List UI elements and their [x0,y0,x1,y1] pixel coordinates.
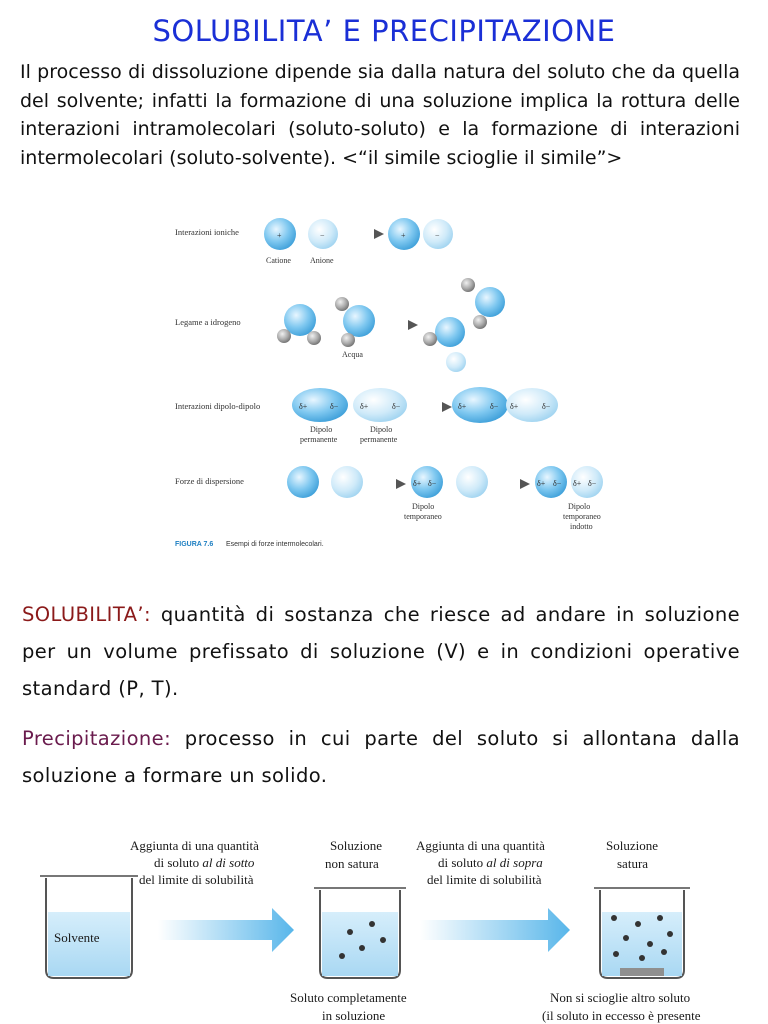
step2-text: di soluto al di sopra [438,855,543,870]
beaker-unsaturated [314,888,406,978]
delta-minus: δ− [542,402,551,411]
row-label-hbond: Legame a idrogeno [175,317,241,327]
result1-text: Soluto completamente [290,990,407,1005]
delta-minus: δ− [490,402,499,411]
solubility-diagram [0,820,768,1024]
precipitation-definition [22,720,740,794]
water-cluster [423,278,505,372]
water-molecule [335,297,375,347]
atom-sphere [456,466,488,498]
delta-minus: δ− [392,402,401,411]
delta-minus: δ− [330,402,339,411]
step1-text: di soluto al di sotto [154,855,255,870]
dipole-label: permanente [360,435,398,444]
atom-sphere [331,466,363,498]
cation-charge: + [277,231,282,240]
row-label-dipole: Interazioni dipolo-dipolo [175,401,261,411]
arrow-head-icon [374,229,384,239]
dipole-label: Dipolo [370,425,393,434]
state2-label: satura [617,856,649,871]
arrow-head-icon [396,479,406,489]
water-molecule [277,304,321,345]
delta-plus: δ+ [510,402,519,411]
arrow-head-icon [520,479,530,489]
dispersion-label: temporaneo [404,512,442,521]
result1-text: in soluzione [322,1008,386,1023]
delta-plus: δ+ [413,479,422,488]
atom-sphere [287,466,319,498]
result2-text: (il soluto in eccesso è presente [542,1008,701,1023]
solubility-term: SOLUBILITA’: [22,603,151,626]
delta-plus: δ+ [537,479,546,488]
state2-label: Soluzione [606,838,658,853]
dispersion-label: temporaneo [563,512,601,521]
intro-paragraph: Il processo di dissoluzione dipende sia dalla natura del soluto che da quella del solvente; infatti la formazione di una soluzione implica la rottura delle interazioni intramolecolari (soluto-soluto) e la formazione di interazioni intermolecolari (soluto-solvente). <“il simile scioglie il simile”> [20,61,740,169]
cation-label: Catione [266,256,291,265]
dispersion-label: Dipolo [412,502,435,511]
anion-charge: − [435,231,440,240]
state1-label: non satura [325,856,379,871]
precipitation-text: processo in cui parte del soluto si allontana dalla soluzione a formare un solido. [22,727,740,787]
delta-plus: δ+ [573,479,582,488]
precipitation-term: Precipitazione: [22,727,172,750]
result2-text: Non si scioglie altro soluto [550,990,691,1005]
step2-text: Aggiunta di una quantità [416,838,545,853]
arrow-head-icon [442,402,452,412]
cation-charge: + [401,231,406,240]
figure-caption-text: Esempi di forze intermolecolari. [226,541,324,548]
solubility-text: quantità di sostanza che riesce ad andare in soluzione per un volume prefissato di soluzione (V) e in condizioni operative standard (P, T). [22,603,740,700]
delta-minus: δ− [553,479,562,488]
delta-plus: δ+ [360,402,369,411]
row-label-ionic: Interazioni ioniche [175,227,239,237]
process-arrow-icon [158,908,294,952]
step1-text: del limite di solubilità [139,872,254,887]
delta-minus: δ− [588,479,597,488]
beaker-solvent-label: Solvente [54,930,100,945]
arrow-head-icon [408,320,418,330]
solubility-definition [22,596,740,707]
beaker-solvent [40,876,138,978]
dipole-label: Dipolo [310,425,333,434]
anion-charge: − [320,231,325,240]
step2-text: del limite di solubilità [427,872,542,887]
delta-plus: δ+ [299,402,308,411]
delta-plus: δ+ [458,402,467,411]
step1-text: Aggiunta di una quantità [130,838,259,853]
beaker-saturated [594,888,690,978]
delta-minus: δ− [428,479,437,488]
intermolecular-forces-figure [160,212,620,558]
dipole-label: permanente [300,435,338,444]
page-title: SOLUBILITA’ E PRECIPITAZIONE [152,14,616,48]
process-arrow-icon [420,908,570,952]
state1-label: Soluzione [330,838,382,853]
dispersion-label: Dipolo [568,502,591,511]
figure-caption-label: FIGURA 7.6 [175,541,214,548]
anion-label: Anione [310,256,334,265]
row-label-dispersion: Forze di dispersione [175,476,244,486]
water-label: Acqua [342,350,363,359]
dispersion-label: indotto [570,522,593,531]
